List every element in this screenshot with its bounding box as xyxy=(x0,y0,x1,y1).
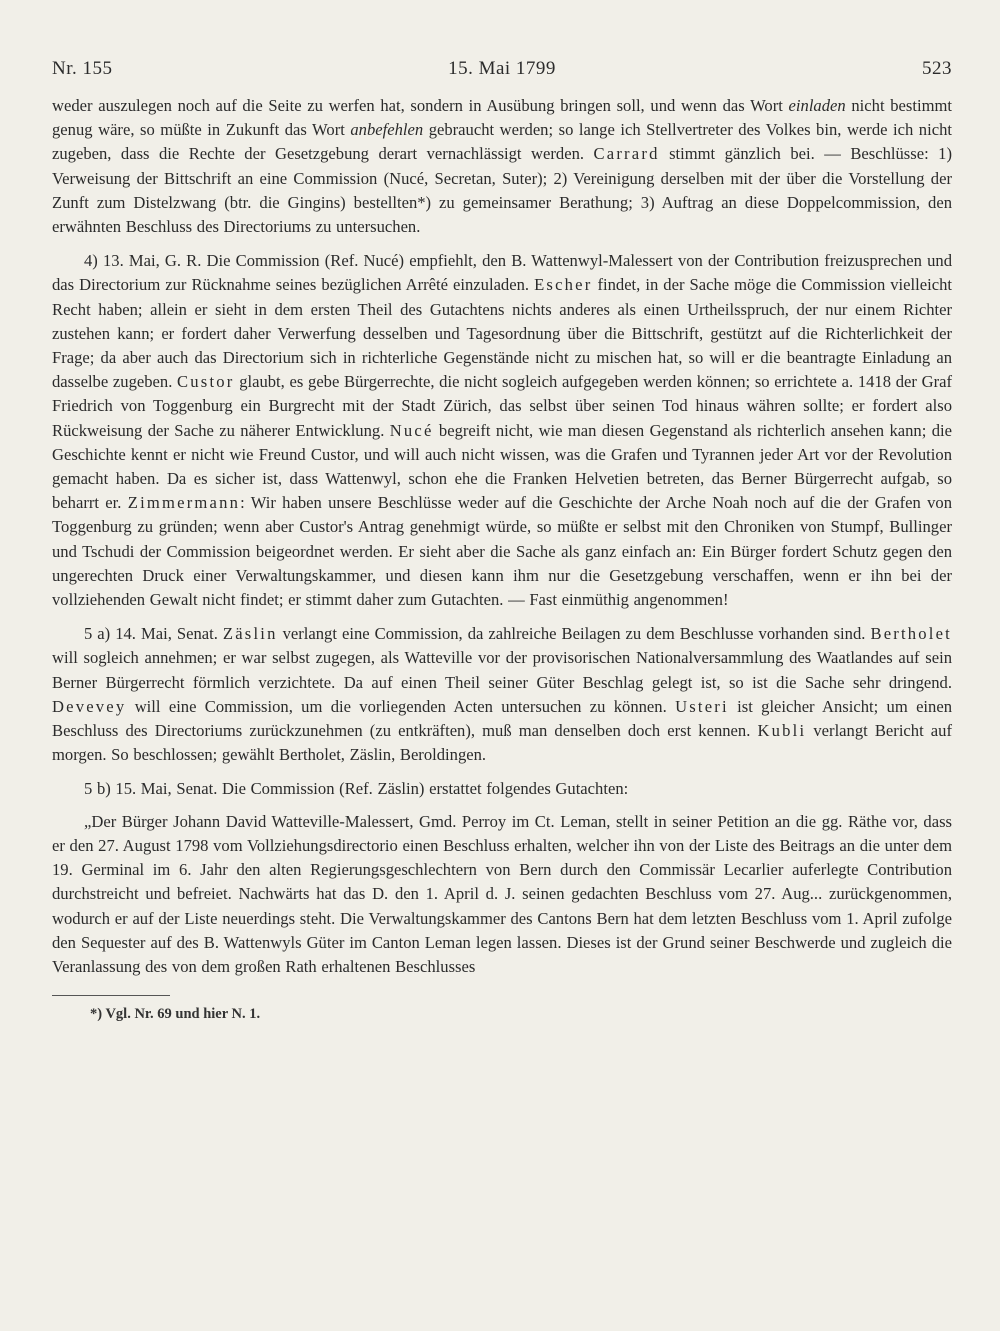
text-run: will eine Commission, um die vorliegenden Acten untersuchen zu können. xyxy=(126,696,676,716)
paragraph-item-5a xyxy=(52,622,952,767)
text-run: weder auszulegen noch auf die Seite zu werfen hat, sondern in Ausübung bringen soll, und wenn das Wort xyxy=(52,96,789,115)
speaker-name: Nucé xyxy=(389,420,434,440)
paragraph-report-quote xyxy=(52,810,952,979)
emphasis-text: anbefehlen xyxy=(350,120,424,140)
text-run: gebraucht werden; so lange ich Stellvertreter des Volkes bin, werde ich nicht zugeben, dass die Rechte der Gesetzgebung derart vernachlässigt werden. xyxy=(52,120,952,164)
text-run: 5 a) 14. Mai, Senat. xyxy=(84,624,223,644)
paragraph-continuation xyxy=(52,94,952,239)
page-number: 523 xyxy=(922,58,952,79)
footnote-divider xyxy=(52,995,170,996)
paragraph-item-5b xyxy=(52,777,952,801)
text-run: „Der Bürger Johann David Watteville-Malessert, Gmd. Perroy im Ct. Leman, stellt in seiner Petition an die gg. Räthe vor, dass er den 27. August 1798 vom Vollziehungsdirectorio einen Beschluss erhalten, welcher ihn von der Liste des Beitrags an die unter dem 19. Germinal im 6. Jahr den alten Regierungsgeschlechtern von Bern durch den Commissär Lecarlier auferlegte Contribution durchstreicht und befreiet. Nachwärts hat das D. den 1. April d. J. seinen gedachten Beschluss vom 27. Aug... zurückgenommen, wodurch er auf der Liste neuerdings steht. Die Verwaltungskammer des Cantons Bern hat dem letzten Beschluss vom 1. April zufolge den Sequester auf des B. Wattenwyls Güter im Canton Leman legen lassen. Dieses ist der Grund seiner Beschwerde und zugleich die Veranlassung des von dem großen Rath erhaltenen Beschlusses xyxy=(52,811,952,976)
text-run: 4) 13. Mai, G. R. Die Commission (Ref. Nucé) empfiehlt, den B. Wattenwyl-Malessert von der Contribution freizusprechen und das Directorium zur Rücknahme seines bezüglichen Arrêté einzuladen. xyxy=(52,251,952,295)
speaker-name: Zäslin xyxy=(222,624,278,644)
text-run: verlangt eine Commission, da zahlreiche Beilagen zu dem Beschlusse vorhanden sind. xyxy=(277,624,871,644)
speaker-name: Usteri xyxy=(675,696,729,716)
running-header xyxy=(52,58,952,80)
text-run: ist gleicher Ansicht; um einen Beschluss des Directoriums zurückzunehmen (zu entkräften), muß man denselben doch erst kennen. xyxy=(52,696,953,741)
text-run: findet, in der Sache möge die Commission vielleicht Recht haben; allein er sieht in dem ersten Theil des Gutachtens nichts anderes als einen Urtheilsspruch, der nur einem Richter zustehen kann; er fordert daher Verwerfung desselben und Tagesordnung über die Bittschrift, gestützt auf die Richterlichkeit der Frage; da aber auch das Directorium sich in richterliche Gegenstände nicht zu mischen hat, so will er die beantragte Einladung an dasselbe zugeben. xyxy=(52,275,953,392)
speaker-name: Carrard xyxy=(593,144,660,164)
text-run: stimmt gänzlich bei. — Beschlüsse: 1) Verweisung der Bittschrift an eine Commission (Nucé, Secretan, Suter); 2) Vereinigung derselben mit der über die Vorstellung der Zunft zum Distelzwang (btr. die Gingins) bestellten*) zu gemeinsamer Berathung; 3) Auftrag an diese Doppelcommission, den erwähnten Beschluss des Directoriums zu untersuchen. xyxy=(52,144,952,237)
header-date: 15. Mai 1799 xyxy=(448,58,556,79)
footnote: *) Vgl. Nr. 69 und hier N. 1. xyxy=(90,1006,261,1023)
text-run: begreift nicht, wie man diesen Gegenstand als richterlich ansehen kann; die Geschichte kennt er nicht wie Freund Custor, und will auch nicht wissen, was die Grafen und Tyrannen jeder Art vor der Revolution gemacht haben. Da es sicher ist, dass Wattenwyl, schon ehe die Franken Helvetien betreten, das Berner Bürgerrecht aufgab, so beharrt er. xyxy=(52,420,952,513)
speaker-name: Bertholet xyxy=(870,624,952,644)
speaker-name: Kubli xyxy=(757,721,807,741)
text-run: will sogleich annehmen; er war selbst zugegen, als Watteville vor der provisorischen Nationalversammlung des Waatlandes auf sein Berner Bürgerrecht förmlich verzichtete. Da auf einen Theil seiner Güter Beschlag gelegt ist, so ist die Sache sehr dringend. xyxy=(52,648,952,692)
text-run: : Wir haben unsere Beschlüsse weder auf die Geschichte der Arche Noah noch auf die der Grafen von Toggenburg zu gründen; wenn aber Custor's Antrag genehmigt würde, so müßte er selbst mit den Chroniken von Stumpf, Bullinger und Tschudi der Commission beigeordnet werden. Er sieht aber die Sache als ganz einfach an: Ein Bürger fordert Schutz gegen den ungerechten Druck einer Verwaltungskammer, und diesen kann ihm nur die Gesetzgebung verschaffen, wenn er ihn bei der vollziehenden Gewalt nicht findet; er stimmt daher zum Gutachten. — Fast einmüthig angenommen! xyxy=(52,493,952,610)
speaker-name: Zimmermann xyxy=(127,493,241,513)
speaker-name: Devevey xyxy=(52,696,127,716)
document-number: Nr. 155 xyxy=(52,58,113,79)
emphasis-text: einladen xyxy=(788,96,846,115)
paragraph-item-4 xyxy=(52,249,952,612)
speaker-name: Escher xyxy=(534,275,593,295)
text-run: 5 b) 15. Mai, Senat. Die Commission (Ref. Zäslin) erstattet folgendes Gutachten: xyxy=(84,779,629,799)
text-run: verlangt Bericht auf morgen. So beschlossen; gewählt Bertholet, Zäslin, Beroldingen. xyxy=(52,721,952,765)
text-run: nicht bestimmt genug wäre, so müßte in Zukunft das Wort xyxy=(52,96,952,140)
speaker-name: Custor xyxy=(177,372,235,392)
body-text xyxy=(52,94,952,979)
text-run: glaubt, es gebe Bürgerrechte, die nicht sogleich aufgegeben werden können; so errichtete a. 1418 der Graf Friedrich von Toggenburg ein Burgrecht mit der Stadt Zürich, das selbst über seinen Tod hinaus währen sollte; er fordert also Rückweisung der Sache zu näherer Entwicklung. xyxy=(52,372,952,440)
